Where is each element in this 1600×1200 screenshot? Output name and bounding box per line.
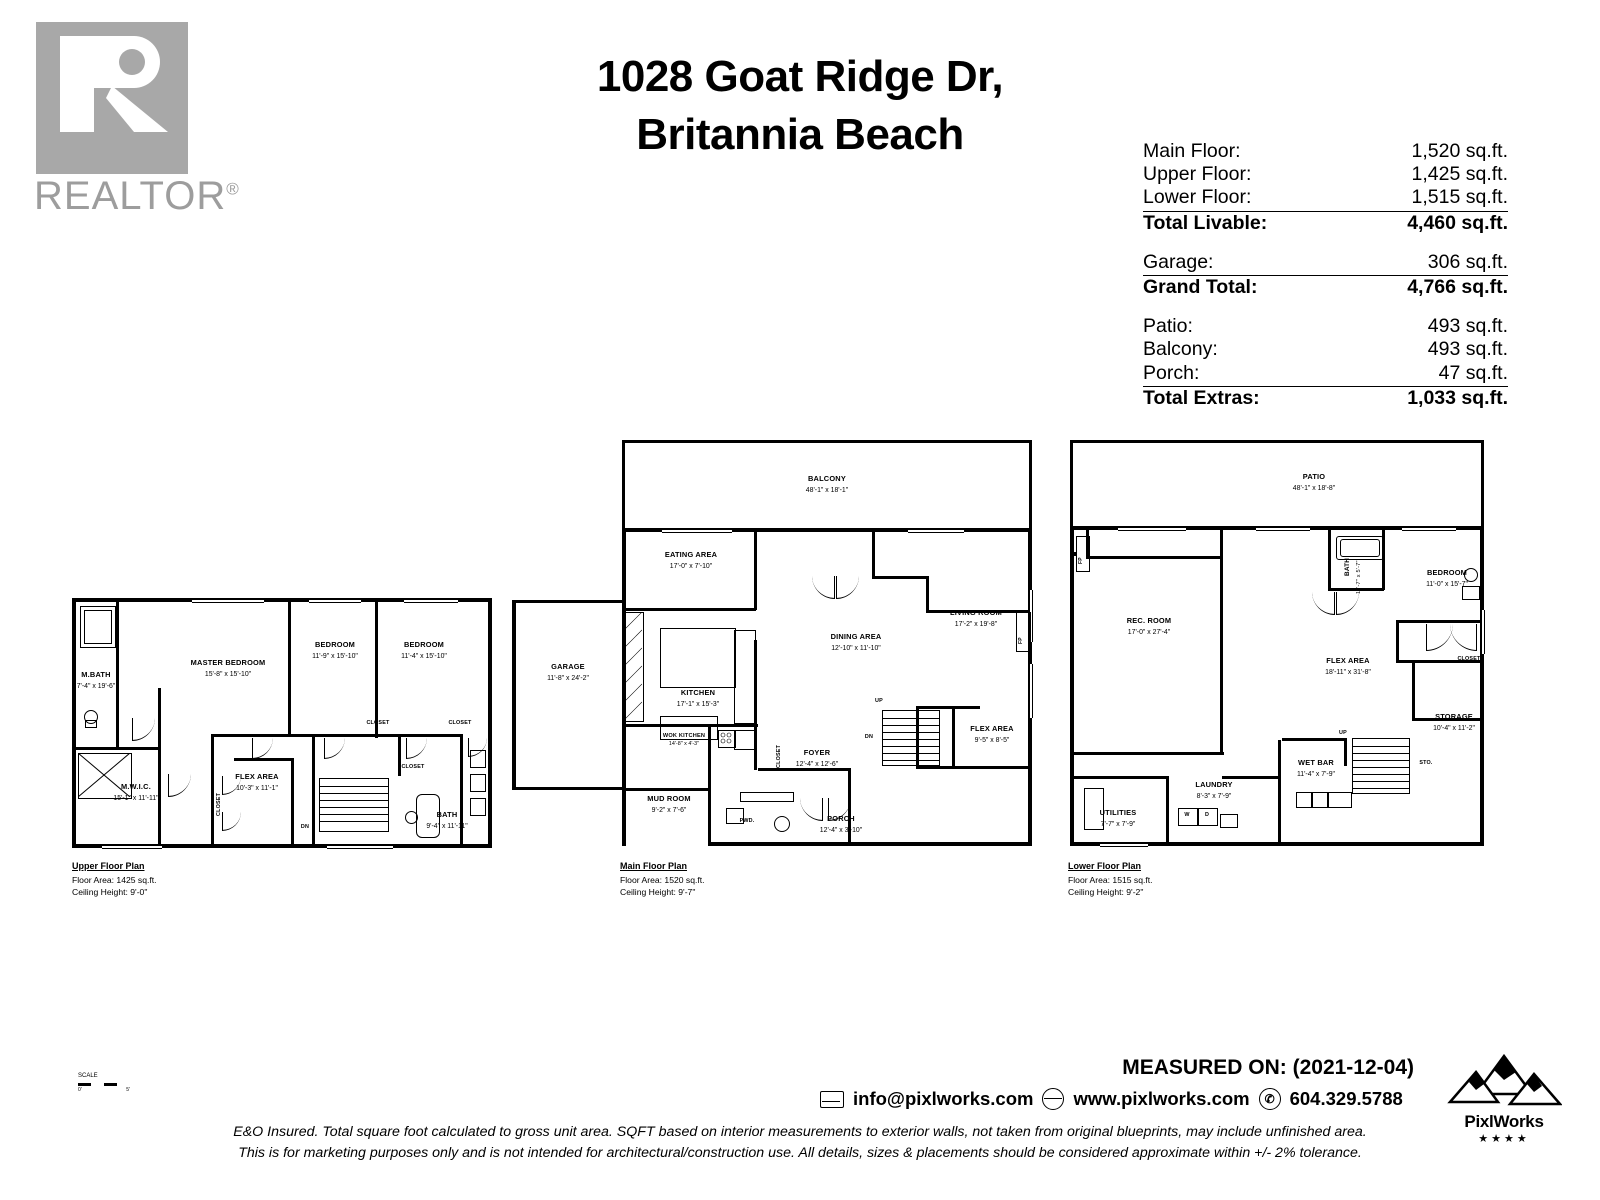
fireplace-label: FP <box>1018 637 1024 644</box>
room-label: FOYER 12'-4" x 12'-6" <box>795 748 839 768</box>
room-label: PORCH 12'-4" x 3'-10" <box>819 814 863 834</box>
upper-floor-plan <box>72 598 492 898</box>
scale-left-end: 0' <box>78 1087 82 1093</box>
room-label: EATING AREA 17'-0" x 7'-10" <box>664 550 718 570</box>
area-row: Upper Floor: 1,425 sq.ft. <box>1143 163 1508 186</box>
caption-height: Ceiling Height: 9'-7" <box>620 887 696 898</box>
closet-label: CLOSET <box>1457 656 1481 662</box>
caption-title: Upper Floor Plan <box>72 861 145 871</box>
room-label: BALCONY 48'-1" x 18'-1" <box>805 474 849 494</box>
room-label: GARAGE 11'-8" x 24'-2" <box>547 662 589 682</box>
caption-height: Ceiling Height: 9'-0" <box>72 887 148 898</box>
down-arrow-label: DN <box>864 734 874 740</box>
room-label: MUD ROOM 9'-2" x 7'-6" <box>647 794 691 814</box>
realtor-logo <box>34 22 240 218</box>
powder-room-label: PWD. <box>739 818 755 824</box>
lower-plan-caption <box>1068 860 1288 899</box>
registered-mark: ® <box>226 179 240 199</box>
phone-icon: ✆ <box>1259 1088 1281 1110</box>
scale-right-end: 5' <box>126 1087 130 1093</box>
stair-run <box>319 778 389 832</box>
realtor-r-icon <box>60 36 172 132</box>
area-row: Balcony: 493 sq.ft. <box>1143 338 1508 361</box>
room-label: FLEX AREA 9'-5" x 8'-5" <box>970 724 1014 744</box>
area-row-total: Total Extras: 1,033 sq.ft. <box>1143 386 1508 409</box>
room-label: BEDROOM 11'-9" x 15'-10" <box>312 640 358 660</box>
company-name: PixlWorks <box>1464 1112 1544 1131</box>
room-label: LIVING ROOM 17'-2" x 19'-8" <box>950 608 1002 628</box>
room-label: REC. ROOM 17'-0" x 27'-4" <box>1126 616 1172 636</box>
contact-bar <box>820 1088 1403 1110</box>
area-row: Patio: 493 sq.ft. <box>1143 315 1508 338</box>
caption-title: Lower Floor Plan <box>1068 861 1142 871</box>
storage-abbrev-label: STO. <box>1419 760 1433 766</box>
company-stars: ★★★★ <box>1478 1133 1530 1145</box>
globe-icon <box>1042 1088 1064 1110</box>
up-arrow-label: UP <box>1339 730 1347 736</box>
phone-text[interactable]: 604.329.5788 <box>1289 1088 1403 1109</box>
realtor-wordmark: REALTOR <box>34 174 227 218</box>
caption-area: Floor Area: 1515 sq.ft. <box>1068 874 1153 885</box>
washer-label: W <box>1184 812 1190 818</box>
scale-label: SCALE <box>78 1073 98 1079</box>
room-label: PATIO 48'-1" x 18'-8" <box>1292 472 1336 492</box>
closet-label: CLOSET <box>366 720 390 726</box>
email-icon <box>820 1091 844 1108</box>
room-label-bath: BATH 11'-7" x 5'-7" <box>1344 557 1362 594</box>
room-label: WET BAR 11'-4" x 7'-9" <box>1296 758 1336 778</box>
main-plan-caption <box>620 860 840 899</box>
room-label: DINING AREA 12'-10" x 11'-10" <box>830 632 882 652</box>
cabinet-hatch <box>624 612 642 720</box>
title-line-2: Britannia Beach <box>636 110 964 160</box>
scale-ticks <box>78 1081 130 1086</box>
area-row: Main Floor: 1,520 sq.ft. <box>1143 140 1508 162</box>
title-line-1: 1028 Goat Ridge Dr, <box>596 52 1004 101</box>
closet-label: CLOSET <box>216 792 222 816</box>
caption-area: Floor Area: 1520 sq.ft. <box>620 874 705 885</box>
closet-label: CLOSET <box>448 720 472 726</box>
room-label: BEDROOM 11'-0" x 15'-7" <box>1426 568 1468 588</box>
room-label: KITCHEN 17'-1" x 15'-3" <box>676 688 720 708</box>
down-arrow-label: DN <box>300 824 310 830</box>
stair-run <box>1352 738 1410 794</box>
area-summary-table <box>1143 140 1508 410</box>
stove-icon <box>718 730 734 746</box>
area-row: Porch: 47 sq.ft. <box>1143 361 1508 384</box>
area-row: Garage: 306 sq.ft. <box>1143 250 1508 273</box>
area-row-total: Total Livable: 4,460 sq.ft. <box>1143 211 1508 234</box>
mountain-icon <box>1446 1054 1562 1112</box>
upper-plan-caption <box>72 860 292 899</box>
closet-label: CLOSET <box>776 744 782 768</box>
room-label: WOK KITCHEN 14'-8" x 4'-3" <box>662 733 706 748</box>
dryer-label: D <box>1204 812 1210 818</box>
main-floor-plan <box>512 440 1032 898</box>
caption-height: Ceiling Height: 9'-2" <box>1068 887 1144 898</box>
room-label: LAUNDRY 8'-3" x 7'-9" <box>1195 780 1233 800</box>
room-label: FLEX AREA 18'-11" x 31'-8" <box>1325 656 1371 676</box>
email-text[interactable]: info@pixlworks.com <box>853 1088 1034 1109</box>
disclaimer <box>206 1122 1394 1163</box>
area-row: Lower Floor: 1,515 sq.ft. <box>1143 186 1508 209</box>
lower-floor-plan <box>1060 440 1484 898</box>
page-title <box>430 48 1170 164</box>
room-label: M.W.I.C. 15'-1" x 11'-11" <box>113 782 159 802</box>
measured-on-label: MEASURED ON: (2021-12-04) <box>1122 1056 1414 1079</box>
room-label: MASTER BEDROOM 15'-8" x 15'-10" <box>190 658 266 678</box>
pixlworks-logo <box>1438 1052 1570 1148</box>
room-label: M.BATH 7'-4" x 19'-6" <box>76 670 116 690</box>
room-label: BATH 9'-4" x 11'-11" <box>426 810 468 830</box>
up-arrow-label: UP <box>875 698 883 704</box>
caption-area: Floor Area: 1425 sq.ft. <box>72 874 157 885</box>
stair-run <box>882 710 940 766</box>
disclaimer-line-1: E&O Insured. Total square foot calculated to gross unit area. SQFT based on interior measurements to exterior walls, not taken from original blueprints, may include unfinished area. <box>233 1124 1367 1140</box>
scale-bar <box>78 1073 130 1093</box>
room-label: UTILITIES 7'-7" x 7'-9" <box>1099 808 1137 828</box>
room-label: FLEX AREA 10'-3" x 11'-1" <box>235 772 279 792</box>
caption-title: Main Floor Plan <box>620 861 688 871</box>
room-label: BEDROOM 11'-4" x 15'-10" <box>401 640 447 660</box>
disclaimer-line-2: This is for marketing purposes only and is not intended for architectural/construction use. All details, sizes & placements should be considered approximate within +/- 2% tolerance. <box>238 1144 1362 1161</box>
fireplace-label: FP <box>1078 557 1084 564</box>
website-text[interactable]: www.pixlworks.com <box>1073 1088 1250 1109</box>
room-label: STORAGE 10'-4" x 11'-2" <box>1433 712 1475 732</box>
area-row-total: Grand Total: 4,766 sq.ft. <box>1143 276 1508 299</box>
closet-label: CLOSET <box>401 764 425 770</box>
